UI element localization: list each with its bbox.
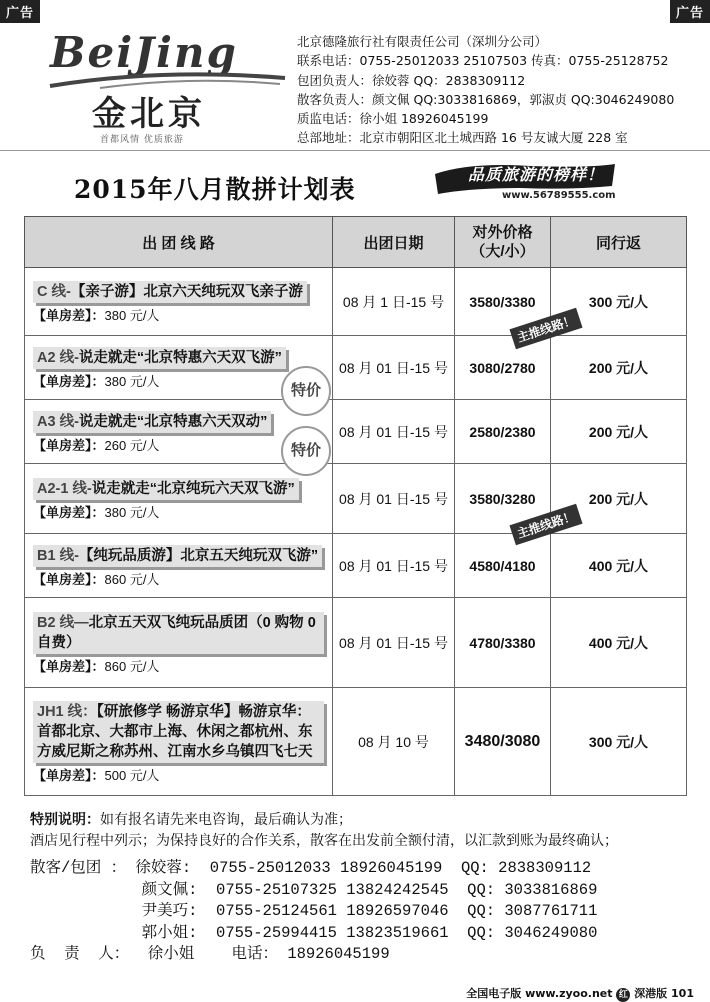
date-cell: 08 月 01 日-15 号 — [333, 336, 455, 400]
route-name: 【纯玩品质游】北京五天纯玩双飞游” — [78, 547, 319, 564]
date-cell: 08 月 1 日-15 号 — [333, 268, 455, 336]
company-name: 北京德隆旅行社有限责任公司（深圳分公司） — [297, 34, 548, 49]
badge-icon: 红 — [616, 988, 630, 1002]
company-logo — [40, 28, 290, 148]
date-cell: 08 月 01 日-15 号 — [333, 464, 455, 534]
route-code: B1 线- — [37, 547, 79, 564]
contact-row: 颜文佩: 0755-25107325 13824242545 QQ: 3033816869 — [30, 880, 598, 899]
push-stamp: 主推线路！ — [509, 308, 582, 350]
header — [0, 22, 710, 151]
contact-row: 郭小姐: 0755-25994415 13823519661 QQ: 3046249080 — [30, 923, 598, 942]
diff-label: 【单房差】： — [33, 373, 105, 389]
diff-label: 【单房差】： — [33, 437, 105, 453]
route-code: A2-1 线- — [37, 480, 92, 497]
commission-cell — [515, 268, 687, 345]
header-route: 出 团 线 路 — [25, 217, 333, 268]
special-price-stamp: 特价 — [281, 366, 331, 416]
contact-row: 负 责 人： 徐小姐 电话： 18926045199 — [30, 945, 390, 963]
table-row — [25, 534, 687, 598]
date-cell: 08 月 01 日-15 号 — [333, 534, 455, 598]
route-name: 北京五天双飞纯玩品质团（0 购物 0 自费） — [37, 614, 316, 651]
route-name: 说走就走“北京特惠六天双动” — [78, 413, 268, 430]
table-row — [25, 464, 687, 534]
table-row — [25, 598, 687, 688]
contacts-block — [30, 858, 597, 966]
diff-label: 【单房差】： — [33, 571, 105, 587]
table-row — [25, 400, 687, 464]
table-header-row — [25, 217, 687, 268]
logo-chinese: 金北京 — [92, 94, 206, 134]
price-cell: 3080/2780 — [455, 336, 551, 400]
tour-plan-table — [24, 216, 687, 796]
commission-cell: 400 元/人 — [551, 598, 687, 688]
diff-label: 【单房差】： — [33, 504, 105, 520]
company-info — [297, 32, 674, 148]
route-name: 【研旅修学 畅游京华】畅游京华：首都北京、大都市上海、休闲之都杭州、东方威尼斯之称苏州、江南水乡乌镇四飞七天 — [37, 703, 313, 760]
route-code: A3 线- — [37, 413, 79, 430]
route-cell — [25, 268, 333, 336]
contact-row: 散客/包团 ： 徐姣蓉: 0755-25012033 18926045199 QQ: 2838309112 — [30, 859, 592, 877]
date-cell: 08 月 10 号 — [333, 688, 455, 796]
route-name: 说走就走“北京特惠六天双飞游” — [78, 349, 282, 366]
special-notes — [30, 810, 618, 852]
date-cell: 08 月 01 日-15 号 — [333, 400, 455, 464]
room-diff: 860 元/人 — [104, 571, 160, 587]
commission-cell: 200 元/人 — [551, 400, 687, 464]
diff-label: 【单房差】： — [33, 767, 105, 783]
route-name: 说走就走“北京纯玩六天双飞游” — [91, 480, 295, 497]
header-commission: 同行返 — [551, 217, 687, 268]
room-diff: 500 元/人 — [104, 767, 160, 783]
brand-url: www.56789555.com — [502, 190, 616, 201]
route-code: C 线- — [37, 283, 71, 300]
diff-label: 【单房差】： — [33, 307, 105, 323]
route-cell — [25, 336, 333, 400]
price-cell: 2580/2380 — [455, 400, 551, 464]
ad-label-left: 广告 — [0, 0, 40, 23]
route-cell — [25, 598, 333, 688]
price-cell: 4780/3380 — [455, 598, 551, 688]
brand-slogan: 品质旅游的榜样！ — [468, 165, 605, 184]
commission-cell: 300 元/人 — [551, 688, 687, 796]
push-stamp: 主推线路！ — [509, 504, 582, 546]
route-cell — [25, 688, 333, 796]
notes-line: 如有报名请先来电咨询，最后确认为准； — [100, 812, 352, 828]
commission-cell: 200 元/人 — [551, 336, 687, 400]
commission-cell — [515, 464, 687, 541]
room-diff: 380 元/人 — [104, 504, 160, 520]
company-line: 联系电话：0755-25012033 25107503 传真：0755-25128752 — [297, 53, 669, 69]
room-diff: 860 元/人 — [104, 658, 160, 674]
header-date: 出团日期 — [333, 217, 455, 268]
price-cell: 3580/3280 — [455, 464, 551, 534]
footer — [466, 985, 694, 1002]
footer-region: 深港版 — [634, 987, 668, 1000]
header-price: 对外价格 （大/小） — [455, 217, 551, 268]
room-diff: 380 元/人 — [104, 373, 160, 389]
route-cell — [25, 534, 333, 598]
commission-value: 200 元/人 — [588, 490, 649, 507]
logo-slogan: 首都风情 优质旅游 — [100, 135, 184, 145]
company-line: 散客负责人：颜文佩 QQ:3033816869，郭淑贞 QQ:3046249080 — [297, 91, 675, 107]
room-diff: 380 元/人 — [104, 307, 160, 323]
ad-label-right: 广告 — [670, 0, 710, 23]
title-row — [0, 160, 710, 210]
table-row — [25, 268, 687, 336]
special-price-stamp: 特价 — [281, 426, 331, 476]
company-line: 质监电话：徐小姐 18926045199 — [297, 111, 489, 127]
route-cell — [25, 400, 333, 464]
company-line: 包团负责人：徐姣蓉 QQ：2838309112 — [297, 72, 526, 88]
route-name: 【亲子游】北京六天纯玩双飞亲子游 — [70, 283, 303, 300]
price-cell: 3480/3080 — [455, 688, 551, 796]
company-line: 总部地址：北京市朝阳区北土城西路 16 号友诚大厦 228 室 — [297, 130, 628, 146]
room-diff: 260 元/人 — [104, 437, 160, 453]
date-cell: 08 月 01 日-15 号 — [333, 598, 455, 688]
route-code: A2 线- — [37, 349, 79, 366]
route-cell — [25, 464, 333, 534]
table-row — [25, 336, 687, 400]
footer-edition: 全国电子版 www.zyoo.net — [466, 987, 613, 1000]
page-number: 101 — [671, 987, 694, 1000]
price-cell: 4580/4180 — [455, 534, 551, 598]
notes-label: 特别说明： — [30, 812, 100, 828]
commission-value: 300 元/人 — [588, 293, 649, 310]
logo-english: BeiJing — [50, 28, 238, 77]
route-code: JH1 线： — [37, 703, 97, 720]
route-code: B2 线— — [37, 614, 89, 631]
diff-label: 【单房差】： — [33, 658, 105, 674]
table-row — [25, 688, 687, 796]
price-cell: 3580/3380 — [455, 268, 551, 336]
contact-row: 尹美巧: 0755-25124561 18926597046 QQ: 3087761711 — [30, 902, 598, 920]
notes-line: 酒店见行程中列示；为保持良好的合作关系，散客在出发前全额付清，以汇款到账为最终确认； — [30, 833, 618, 849]
brand-brush — [430, 160, 620, 206]
page-title: 2015年八月散拼计划表 — [74, 175, 356, 204]
commission-cell: 400 元/人 — [551, 534, 687, 598]
